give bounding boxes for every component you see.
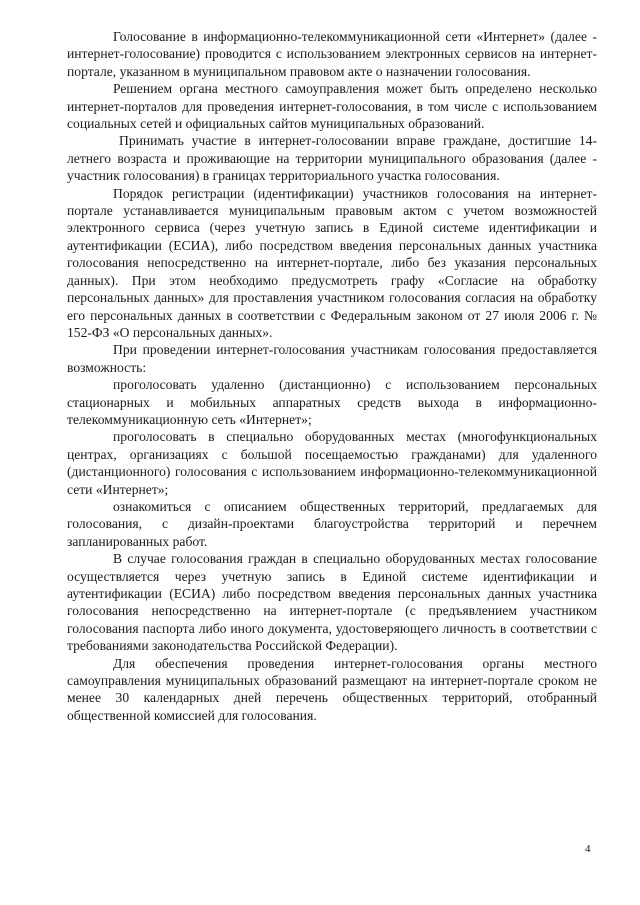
paragraph-voting-options-intro: При проведении интернет-голосования участникам голосования предоставляется возможность: [67,342,597,375]
paragraph-remote-voting: проголосовать удаленно (дистанционно) с использованием персональных стационарных и мобильных аппаратных средств выхода в информационно-телекоммуникационную сеть «Интернет»; [67,377,597,427]
paragraph-familiarize-territories: ознакомиться с описанием общественных территорий, предлагаемых для голосования, с дизайн-проектами благоустройства территорий и перечнем запланированных работ. [67,498,597,549]
paragraph-territory-list-publication: Для обеспечения проведения интернет-голосования органы местного самоуправления муниципальных образований размещают на интернет-портале сроком не менее 30 календарных дней перечень общественных территорий, отобранный общественной комиссией для голосования. [67,655,597,723]
document-body [67,28,597,724]
paragraph-participants: Принимать участие в интернет-голосовании вправе граждане, достигшие 14-летнего возраста и проживающие на территории муниципального образования (далее - участник голосования) в границах территориального участка голосования. [67,133,597,184]
paragraph-equipped-places-procedure: В случае голосования граждан в специально оборудованных местах голосование осуществляется через учетную запись в Единой системе идентификации и аутентификации (ЕСИА) либо посредством введения персональных данных участника голосования непосредственно на интернет-портале (с предъявлением участником голосования паспорта либо иного документа, удостоверяющего личность в соответствии с требованиями законодательства Российской Федерации). [67,551,597,654]
paragraph-equipped-places-voting: проголосовать в специально оборудованных местах (многофункциональных центрах, организациях с большой посещаемостью гражданами) для удаленного (дистанционного) голосования с использованием информационно-телекоммуникационной сети «Интернет»; [67,429,597,497]
paragraph-registration-procedure: Порядок регистрации (идентификации) участников голосования на интернет-портале устанавливается муниципальным правовым актом с учетом возможностей электронного сервиса (через учетную запись в Единой системе идентификации и аутентификации (ЕСИА), либо посредством введения персональных данных участника голосования непосредственно на интернет-портале, либо без указания персональных данных). При этом необходимо предусмотреть графу «Согласие на обработку персональных данных» для проставления участником голосования согласия на обработку его персональных данных в соответствии с Федеральным законом от 27 июля 2006 г. № 152-ФЗ «О персональных данных». [67,185,597,340]
page-number: 4 [585,843,591,855]
paragraph-multiple-portals: Решением органа местного самоуправления может быть определено несколько интернет-порталов для проведения интернет-голосования, в том числе с использованием социальных сетей и официальных сайтов муниципальных образований. [67,81,597,132]
paragraph-internet-voting-definition: Голосование в информационно-телекоммуникационной сети «Интернет» (далее - интернет-голосование) проводится с использованием электронных сервисов на интернет-портале, указанном в муниципальном правовом акте о назначении голосования. [67,29,597,79]
